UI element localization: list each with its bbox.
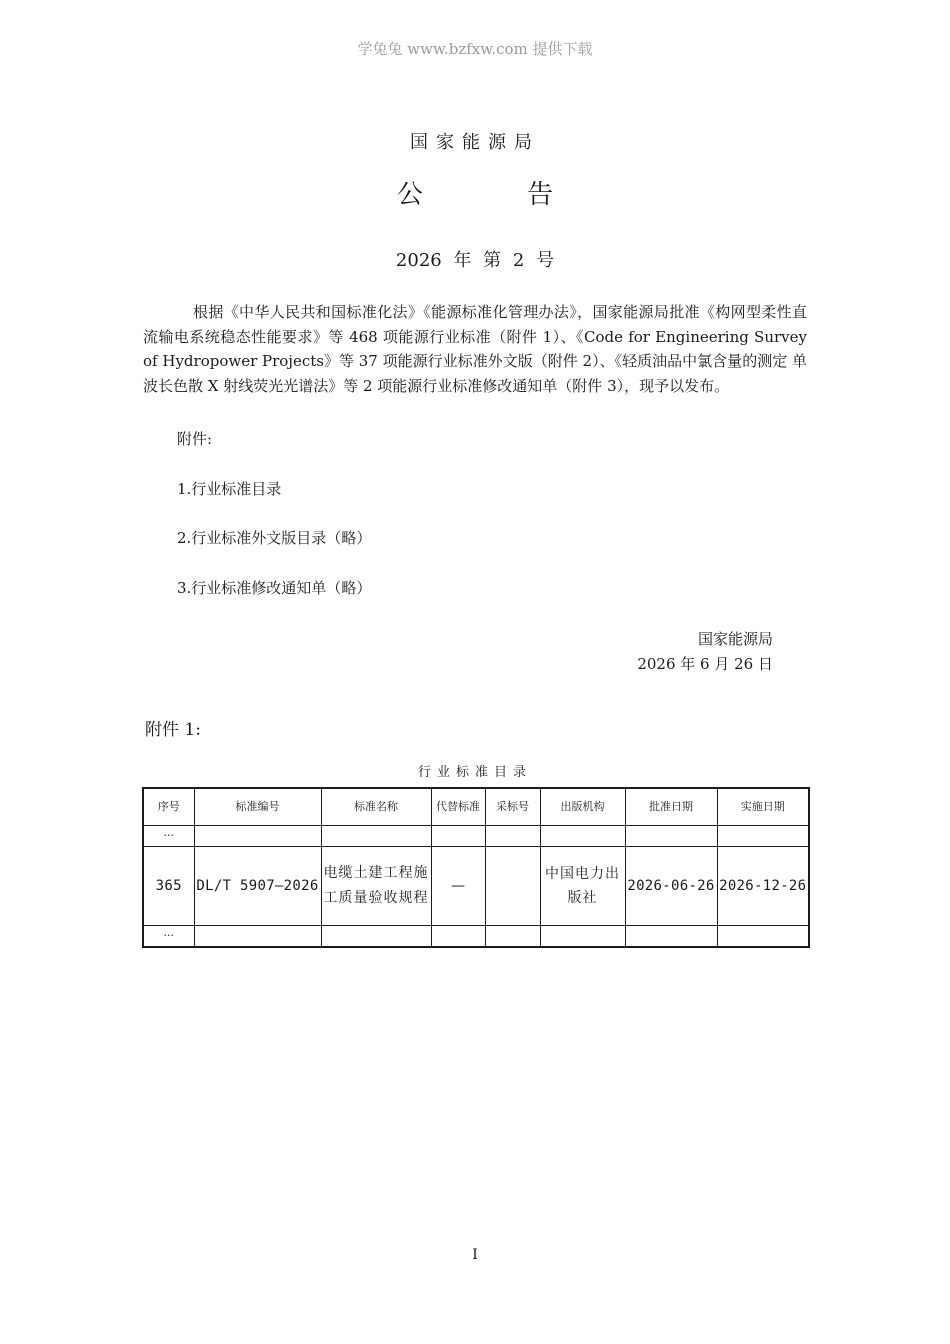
watermark: 学兔兔 www.bzfxw.com 提供下载 bbox=[357, 40, 593, 58]
table-row-ellipsis bbox=[143, 826, 809, 847]
col-header-replaces: 代替标准 bbox=[431, 788, 485, 826]
announcement-paragraph: 根据《中华人民共和国标准化法》《能源标准化管理办法》，国家能源局批准《构网型柔性直流输电系统稳态性能要求》等 468 项能源行业标准（附件 1）、《Code for Engineering Survey of Hydropower Projects》等 37 项能源行业标准外文版（附件 2）、《轻质油品中氯含量的测定 单波长色散 X 射线荧光光谱法》等 2 项能源行业标准修改通知单（附件 3），现予以发布。 bbox=[143, 303, 807, 395]
ellipsis-cell: ··· bbox=[143, 826, 194, 847]
cell-replaces: — bbox=[431, 847, 485, 926]
col-header-adopted: 采标号 bbox=[485, 788, 540, 826]
attachment-item: 2.行业标准外文版目录（略） bbox=[177, 529, 372, 547]
cell-adopted bbox=[485, 847, 540, 926]
cell-name: 电缆土建工程施工质量验收规程 bbox=[321, 847, 431, 926]
signature-date: 2026 年 6 月 26 日 bbox=[637, 655, 773, 673]
col-header-approval-date: 批准日期 bbox=[625, 788, 717, 826]
ellipsis-cell: ··· bbox=[143, 926, 194, 948]
table-header-row bbox=[143, 788, 809, 826]
standards-table bbox=[142, 787, 810, 948]
cell-effective-date: 2026-12-26 bbox=[717, 847, 809, 926]
table-title: 行业标准目录 bbox=[417, 765, 532, 780]
col-header-publisher: 出版机构 bbox=[540, 788, 625, 826]
page-number: I bbox=[472, 1247, 478, 1263]
issuing-agency: 国家能源局 bbox=[410, 132, 540, 153]
col-header-code: 标准编号 bbox=[194, 788, 321, 826]
attachment-item: 1.行业标准目录 bbox=[177, 480, 282, 498]
table-row-ellipsis bbox=[143, 926, 809, 948]
attachments-label: 附件: bbox=[177, 430, 213, 448]
table-row bbox=[143, 847, 809, 926]
cell-code: DL/T 5907—2026 bbox=[194, 847, 321, 926]
col-header-seq: 序号 bbox=[143, 788, 194, 826]
cell-approval-date: 2026-06-26 bbox=[625, 847, 717, 926]
attachment-item: 3.行业标准修改通知单（略） bbox=[177, 579, 372, 597]
signature-agency: 国家能源局 bbox=[697, 630, 773, 648]
document-number: 2026 年 第 2 号 bbox=[395, 250, 555, 271]
col-header-effective-date: 实施日期 bbox=[717, 788, 809, 826]
annex-label: 附件 1: bbox=[145, 720, 201, 740]
col-header-name: 标准名称 bbox=[321, 788, 431, 826]
cell-seq: 365 bbox=[143, 847, 194, 926]
notice-title: 公 告 bbox=[396, 180, 602, 210]
cell-publisher: 中国电力出版社 bbox=[540, 847, 625, 926]
